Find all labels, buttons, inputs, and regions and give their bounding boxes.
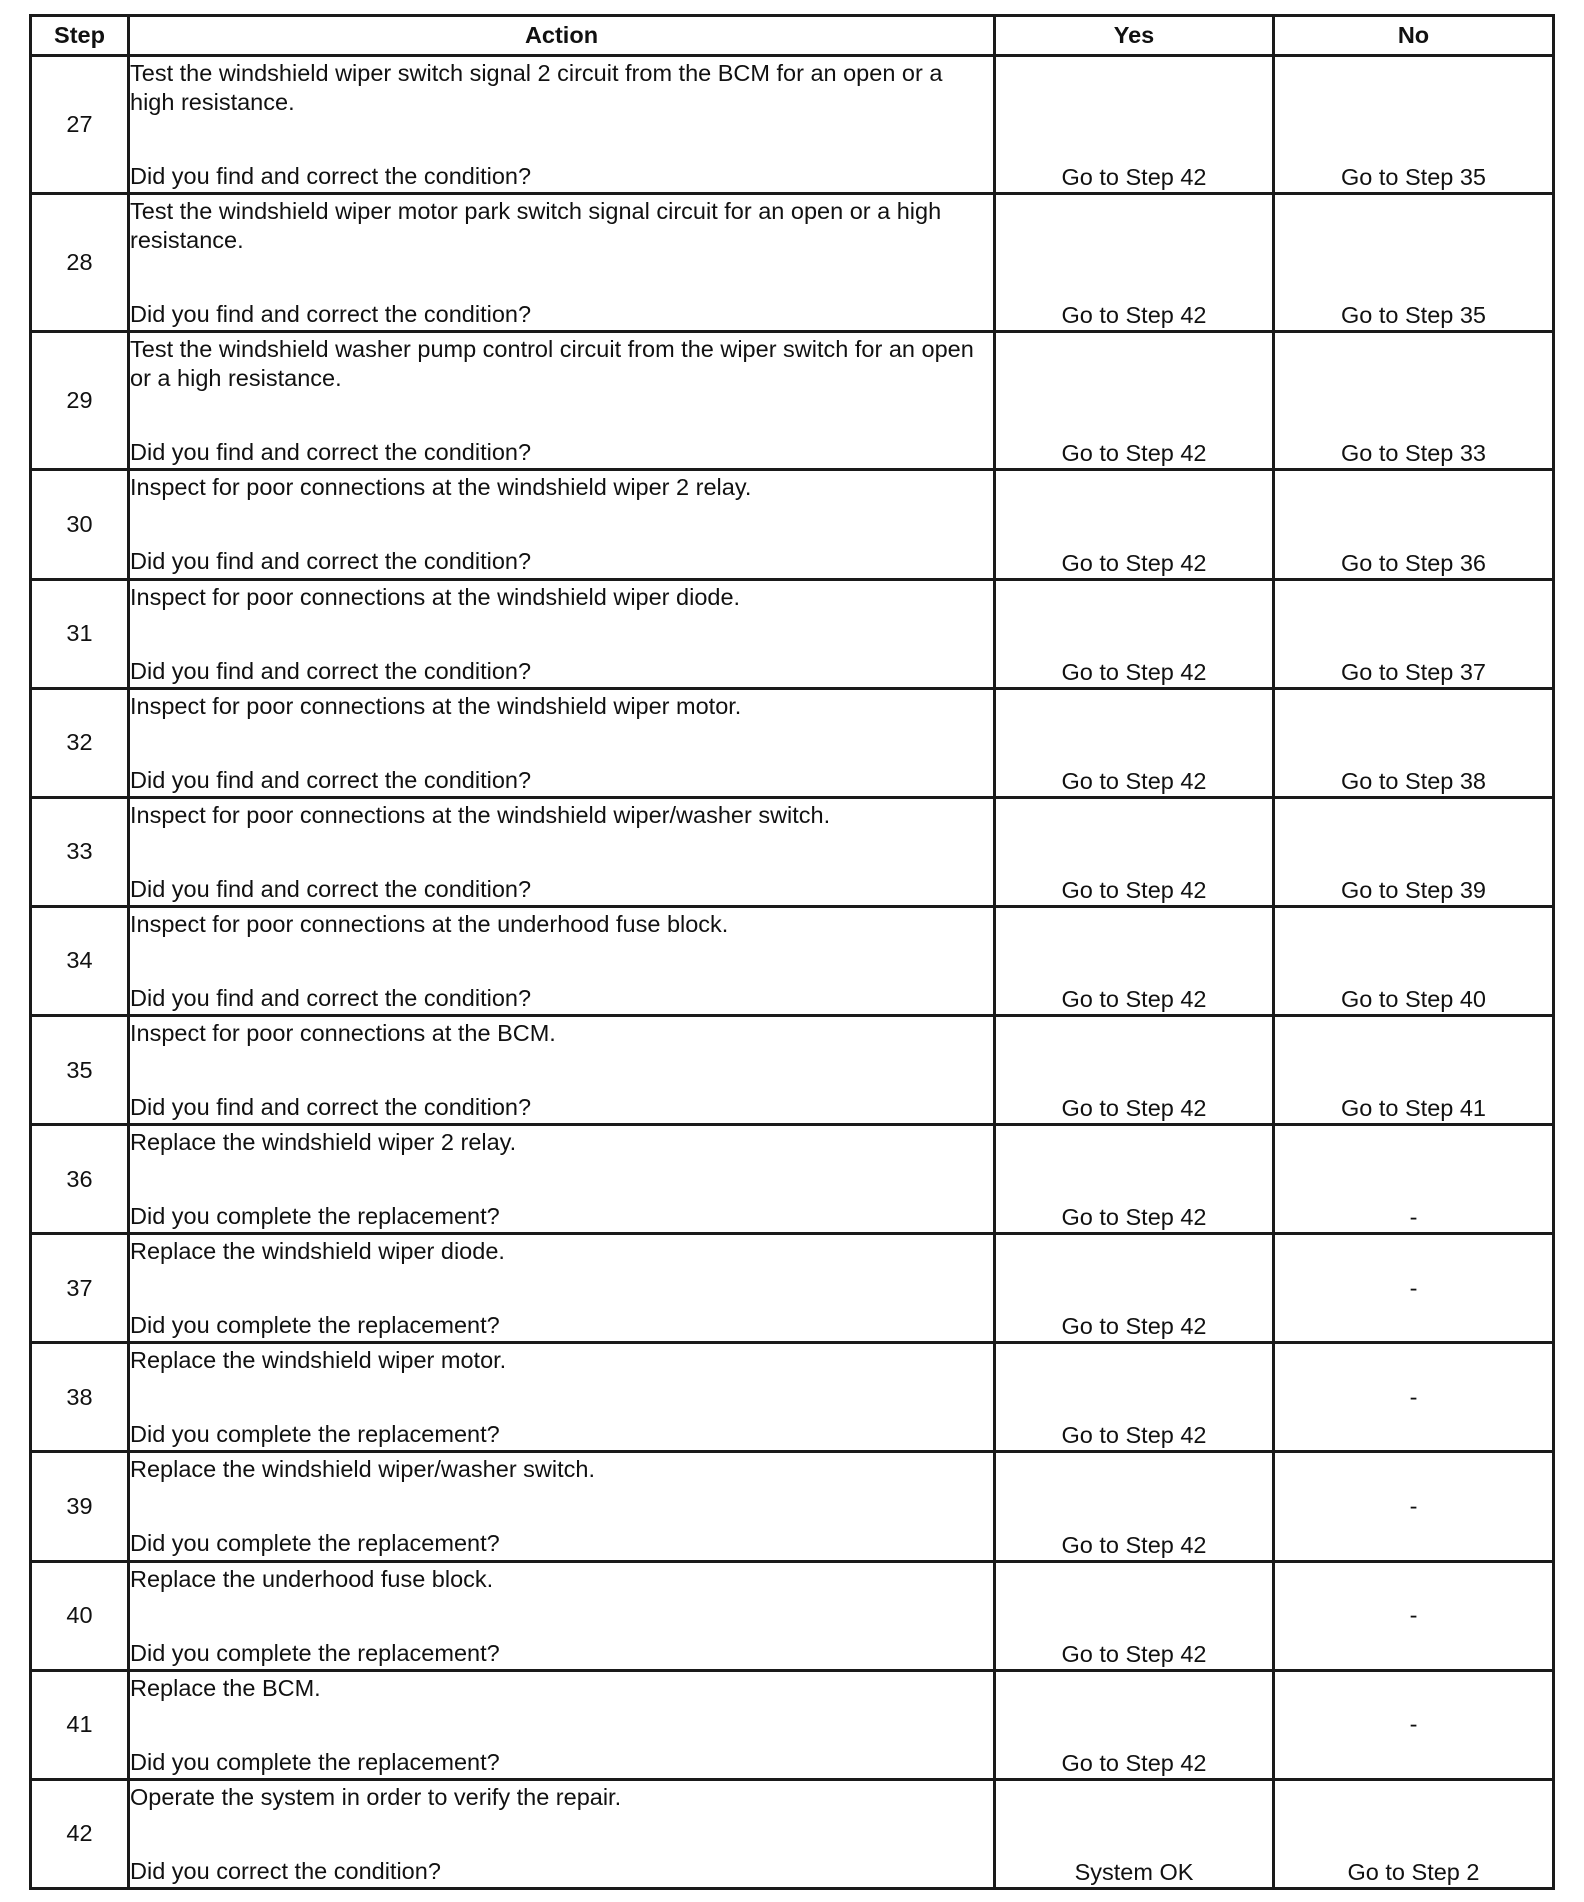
yes-result: Go to Step 42: [995, 579, 1274, 688]
step-number: 40: [31, 1561, 129, 1670]
action-question: Did you correct the condition?: [130, 1857, 441, 1884]
action-text: Test the windshield wiper motor park switch signal circuit for an open or a high resistance.: [130, 198, 942, 254]
table-row: [31, 1343, 1554, 1452]
diagnostic-steps-table: [29, 14, 1555, 1890]
yes-result: System OK: [995, 1779, 1274, 1888]
table-row: [31, 1779, 1554, 1888]
header-no: No: [1274, 16, 1554, 56]
no-result: Go to Step 38: [1274, 688, 1554, 797]
no-result: Go to Step 41: [1274, 1015, 1554, 1124]
action-text: Test the windshield washer pump control circuit from the wiper switch for an open or a high resistance.: [130, 336, 974, 392]
yes-result: Go to Step 42: [995, 1561, 1274, 1670]
no-result: -: [1274, 1343, 1554, 1452]
action-question: Did you complete the replacement?: [130, 1639, 500, 1666]
action-question: Did you complete the replacement?: [130, 1203, 500, 1230]
yes-result: Go to Step 42: [995, 56, 1274, 194]
table-row: [31, 688, 1554, 797]
yes-result: Go to Step 42: [995, 194, 1274, 332]
table-row: [31, 579, 1554, 688]
yes-result: Go to Step 42: [995, 906, 1274, 1015]
table-row: [31, 1670, 1554, 1779]
no-result: -: [1274, 1125, 1554, 1234]
step-number: 39: [31, 1452, 129, 1561]
no-result: -: [1274, 1561, 1554, 1670]
yes-result: Go to Step 42: [995, 1015, 1274, 1124]
table-header: [31, 16, 1554, 56]
yes-result: Go to Step 42: [995, 1234, 1274, 1343]
no-result: Go to Step 39: [1274, 797, 1554, 906]
table-row: [31, 194, 1554, 332]
action-text: Inspect for poor connections at the BCM.: [130, 1019, 556, 1046]
table-row: [31, 1234, 1554, 1343]
yes-result: Go to Step 42: [995, 1670, 1274, 1779]
action-text: Replace the BCM.: [130, 1674, 321, 1701]
action-question: Did you find and correct the condition?: [130, 984, 532, 1011]
header-row: [31, 16, 1554, 56]
action-question: Did you find and correct the condition?: [130, 301, 532, 328]
yes-result: Go to Step 42: [995, 332, 1274, 470]
action-cell: [129, 1452, 995, 1561]
action-question: Did you find and correct the condition?: [130, 1093, 532, 1120]
action-question: Did you find and correct the condition?: [130, 163, 532, 189]
action-question: Did you find and correct the condition?: [130, 548, 532, 575]
action-cell: [129, 1779, 995, 1888]
table-body: [31, 56, 1554, 1889]
action-question: Did you find and correct the condition?: [130, 657, 532, 684]
no-result: Go to Step 35: [1274, 194, 1554, 332]
action-question: Did you complete the replacement?: [130, 1421, 500, 1448]
no-result: Go to Step 36: [1274, 470, 1554, 579]
yes-result: Go to Step 42: [995, 1452, 1274, 1561]
action-text: Inspect for poor connections at the windshield wiper 2 relay.: [130, 474, 752, 501]
yes-result: Go to Step 42: [995, 1343, 1274, 1452]
step-number: 33: [31, 797, 129, 906]
no-result: -: [1274, 1452, 1554, 1561]
step-number: 31: [31, 579, 129, 688]
no-result: Go to Step 40: [1274, 906, 1554, 1015]
action-question: Did you complete the replacement?: [130, 1530, 500, 1557]
table-row: [31, 1561, 1554, 1670]
step-number: 32: [31, 688, 129, 797]
action-cell: [129, 1015, 995, 1124]
table-row: [31, 56, 1554, 194]
table-row: [31, 797, 1554, 906]
no-result: Go to Step 37: [1274, 579, 1554, 688]
yes-result: Go to Step 42: [995, 797, 1274, 906]
action-cell: [129, 1234, 995, 1343]
no-result: Go to Step 33: [1274, 332, 1554, 470]
action-cell: [129, 1561, 995, 1670]
action-cell: [129, 579, 995, 688]
step-number: 28: [31, 194, 129, 332]
step-number: 30: [31, 470, 129, 579]
action-question: Did you complete the replacement?: [130, 1312, 500, 1339]
action-question: Did you find and correct the condition?: [130, 875, 532, 902]
yes-result: Go to Step 42: [995, 1125, 1274, 1234]
yes-result: Go to Step 42: [995, 688, 1274, 797]
step-number: 42: [31, 1779, 129, 1888]
header-step: Step: [31, 16, 129, 56]
action-text: Replace the windshield wiper diode.: [130, 1238, 505, 1265]
action-cell: [129, 470, 995, 579]
action-text: Operate the system in order to verify the repair.: [130, 1783, 622, 1810]
no-result: Go to Step 35: [1274, 56, 1554, 194]
action-text: Test the windshield wiper switch signal 2 circuit from the BCM for an open or a high resistance.: [130, 60, 943, 115]
action-question: Did you find and correct the condition?: [130, 766, 532, 793]
yes-result: Go to Step 42: [995, 470, 1274, 579]
action-question: Did you complete the replacement?: [130, 1748, 500, 1775]
action-cell: [129, 56, 995, 194]
action-question: Did you find and correct the condition?: [130, 439, 532, 466]
action-text: Replace the windshield wiper/washer switch.: [130, 1456, 595, 1483]
step-number: 41: [31, 1670, 129, 1779]
action-cell: [129, 688, 995, 797]
action-text: Replace the underhood fuse block.: [130, 1565, 494, 1592]
action-cell: [129, 1670, 995, 1779]
table-row: [31, 1015, 1554, 1124]
action-cell: [129, 332, 995, 470]
action-cell: [129, 194, 995, 332]
no-result: -: [1274, 1670, 1554, 1779]
no-result: -: [1274, 1234, 1554, 1343]
no-result: Go to Step 2: [1274, 1779, 1554, 1888]
step-number: 38: [31, 1343, 129, 1452]
action-cell: [129, 906, 995, 1015]
action-text: Inspect for poor connections at the windshield wiper motor.: [130, 692, 742, 719]
table-row: [31, 470, 1554, 579]
action-text: Inspect for poor connections at the underhood fuse block.: [130, 910, 729, 937]
step-number: 27: [31, 56, 129, 194]
table-row: [31, 906, 1554, 1015]
step-number: 35: [31, 1015, 129, 1124]
step-number: 34: [31, 906, 129, 1015]
action-text: Replace the windshield wiper 2 relay.: [130, 1129, 517, 1156]
action-text: Inspect for poor connections at the windshield wiper/washer switch.: [130, 801, 831, 828]
action-cell: [129, 1343, 995, 1452]
table-row: [31, 1452, 1554, 1561]
header-yes: Yes: [995, 16, 1274, 56]
step-number: 36: [31, 1125, 129, 1234]
header-action: Action: [129, 16, 995, 56]
table-row: [31, 1125, 1554, 1234]
action-text: Replace the windshield wiper motor.: [130, 1347, 507, 1374]
action-cell: [129, 797, 995, 906]
step-number: 29: [31, 332, 129, 470]
action-text: Inspect for poor connections at the windshield wiper diode.: [130, 583, 741, 610]
step-number: 37: [31, 1234, 129, 1343]
table-row: [31, 332, 1554, 470]
action-cell: [129, 1125, 995, 1234]
